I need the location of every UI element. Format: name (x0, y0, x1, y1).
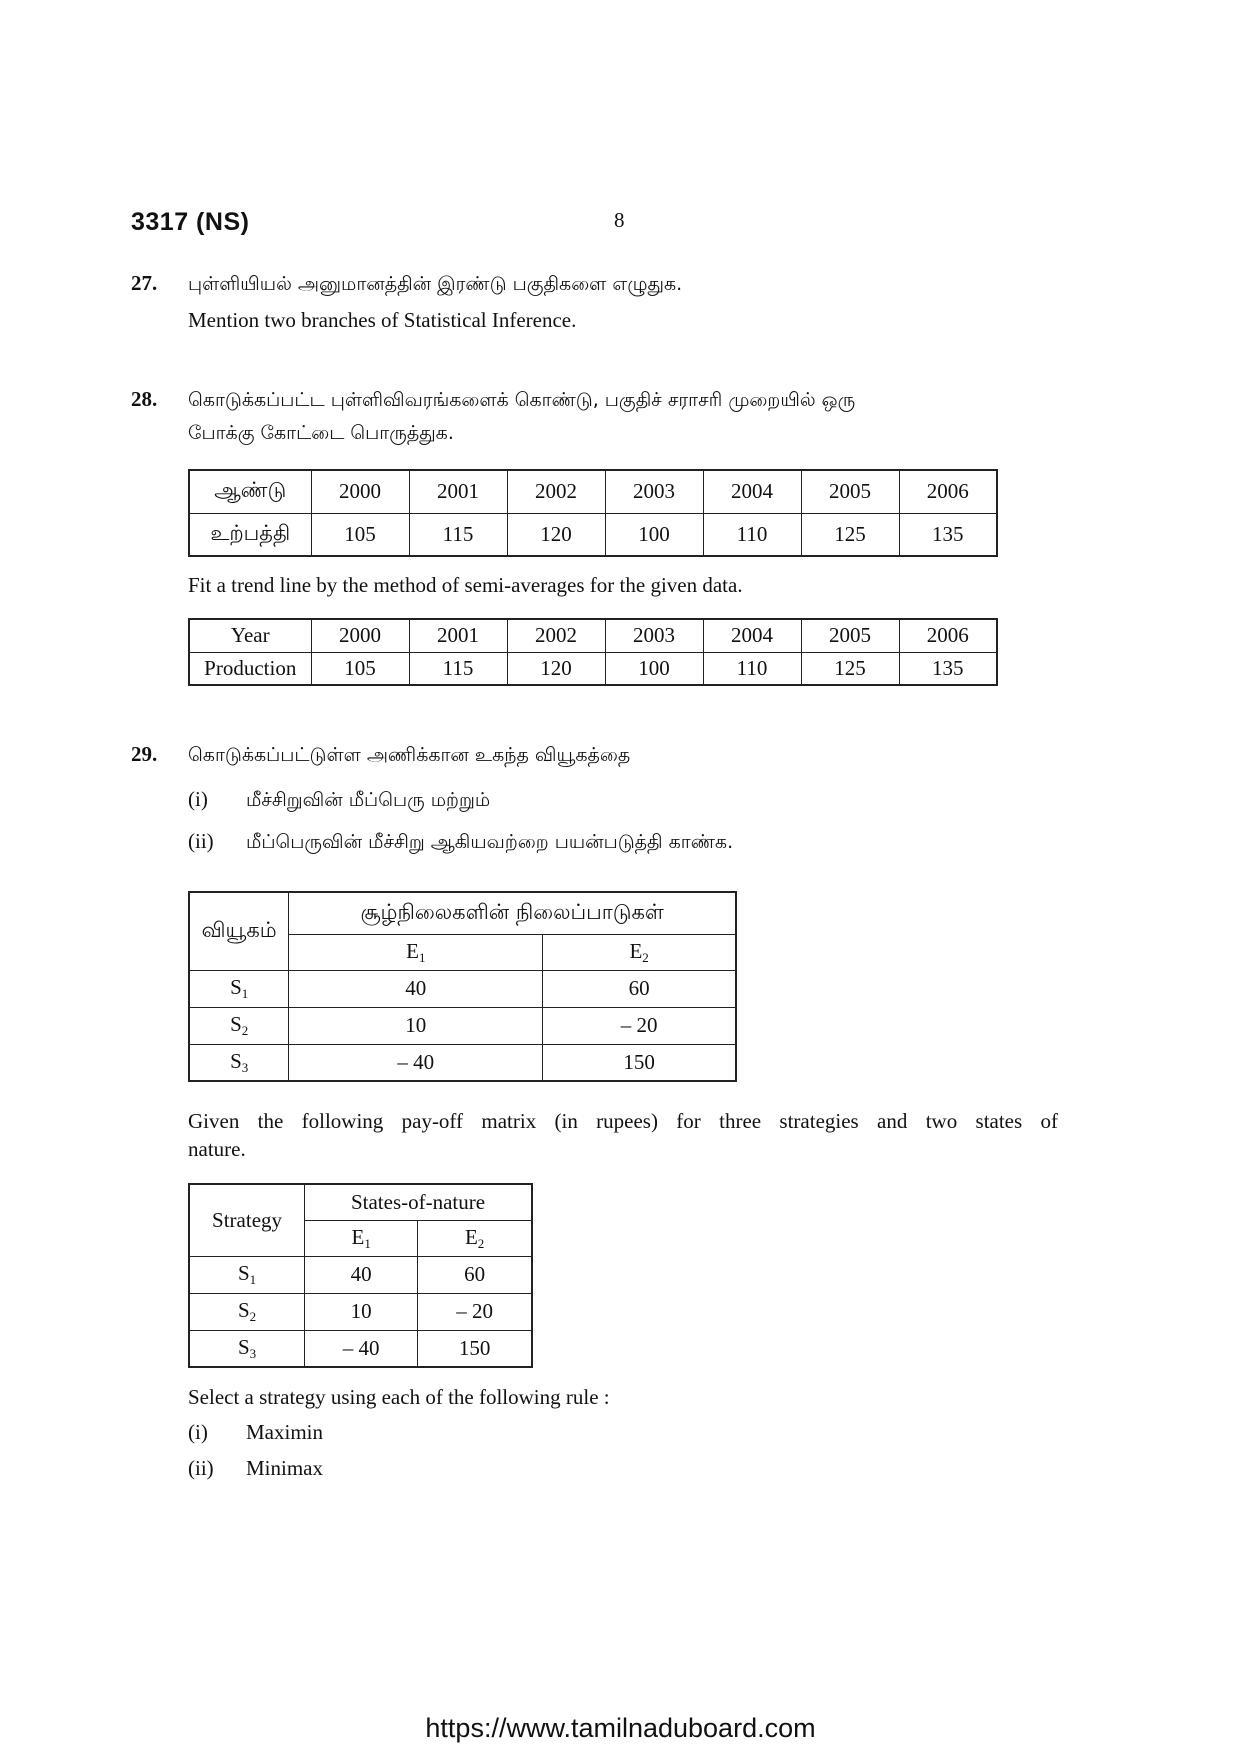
strategy-header: Strategy (189, 1184, 305, 1256)
list-item-label: (i) (188, 787, 208, 811)
production-cell: 105 (311, 513, 409, 556)
year-cell: 2003 (605, 470, 703, 513)
payoff-cell: 150 (418, 1330, 532, 1367)
production-cell: 110 (703, 652, 801, 685)
page-number: 8 (614, 208, 625, 232)
state-e1-header: $E_1$ (289, 934, 543, 970)
q29-tamil-payoff-table (188, 891, 737, 1082)
year-cell: 2003 (605, 619, 703, 652)
production-label: உற்பத்தி (189, 513, 311, 556)
production-cell: 125 (801, 513, 899, 556)
question-28-number: 28. (131, 387, 158, 411)
strategy-header: வியூகம் (189, 892, 289, 970)
payoff-cell: 150 (543, 1044, 736, 1081)
table-row (189, 1007, 736, 1044)
state-e2-header: $E_2$ (418, 1220, 532, 1256)
list-item-text: Minimax (246, 1456, 323, 1480)
table-row (189, 970, 736, 1007)
year-cell: 2000 (311, 619, 409, 652)
states-header: States-of-nature (305, 1184, 532, 1220)
list-item-label: (ii) (188, 829, 214, 853)
year-cell: 2006 (899, 619, 997, 652)
payoff-cell: 10 (289, 1007, 543, 1044)
payoff-cell: 10 (305, 1293, 418, 1330)
table-row (189, 1330, 532, 1367)
production-row (189, 513, 997, 556)
payoff-cell: – 20 (418, 1293, 532, 1330)
question-28-english: Fit a trend line by the method of semi-averages for the given data. (188, 573, 743, 597)
year-cell: 2001 (409, 619, 507, 652)
q28-english-table (188, 618, 998, 686)
question-29-number: 29. (131, 742, 158, 766)
question-28-tamil-line2: போக்கு கோட்டை பொருத்துக. (188, 422, 454, 444)
production-cell: 100 (605, 513, 703, 556)
year-label: Year (189, 619, 311, 652)
strategy-cell: $S_1$ (189, 1256, 305, 1293)
payoff-cell: 60 (418, 1256, 532, 1293)
production-cell: 125 (801, 652, 899, 685)
year-cell: 2005 (801, 619, 899, 652)
table-row (189, 1256, 532, 1293)
production-cell: 135 (899, 652, 997, 685)
question-29-select-text: Select a strategy using each of the following rule : (188, 1385, 610, 1409)
payoff-cell: 60 (543, 970, 736, 1007)
paper-code: 3317 (NS) (131, 208, 250, 236)
payoff-cell: 40 (289, 970, 543, 1007)
production-cell: 105 (311, 652, 409, 685)
state-e1-header: $E_1$ (305, 1220, 418, 1256)
year-cell: 2005 (801, 470, 899, 513)
payoff-cell: – 40 (305, 1330, 418, 1367)
payoff-cell: 40 (305, 1256, 418, 1293)
strategy-cell: $S_1$ (189, 970, 289, 1007)
table-header-row (189, 1184, 532, 1220)
production-cell: 115 (409, 513, 507, 556)
question-27-english: Mention two branches of Statistical Inference. (188, 308, 577, 332)
list-item-label: (ii) (188, 1456, 214, 1480)
strategy-cell: $S_3$ (189, 1330, 305, 1367)
question-28-tamil-line1: கொடுக்கப்பட்ட புள்ளிவிவரங்களைக் கொண்டு, பகுதிச் சராசரி முறையில் ஒரு (188, 389, 856, 411)
list-item-text: மீச்சிறுவின் மீப்பெரு மற்றும் (246, 789, 491, 811)
q28-tamil-table (188, 469, 998, 557)
year-row (189, 470, 997, 513)
production-cell: 110 (703, 513, 801, 556)
production-cell: 100 (605, 652, 703, 685)
question-29-english-line1: Given the following pay-off matrix (in rupees) for three strategies and two states of (188, 1109, 1058, 1133)
year-label: ஆண்டு (189, 470, 311, 513)
production-label: Production (189, 652, 311, 685)
payoff-cell: – 40 (289, 1044, 543, 1081)
year-cell: 2004 (703, 470, 801, 513)
year-cell: 2001 (409, 470, 507, 513)
question-27-tamil: புள்ளியியல் அனுமானத்தின் இரண்டு பகுதிகளை எழுதுக. (188, 273, 683, 295)
list-item-label: (i) (188, 1420, 208, 1444)
states-header: சூழ்நிலைகளின் நிலைப்பாடுகள் (289, 892, 736, 934)
list-item-text: மீப்பெருவின் மீச்சிறு ஆகியவற்றை பயன்படுத்தி காண்க. (246, 831, 734, 853)
question-29-tamil-intro: கொடுக்கப்பட்டுள்ள அணிக்கான உகந்த வியூகத்தை (188, 744, 631, 766)
strategy-cell: $S_2$ (189, 1293, 305, 1330)
table-row (189, 1293, 532, 1330)
table-header-row (189, 892, 736, 934)
footer-url: https://www.tamilnaduboard.com (425, 1713, 816, 1743)
year-cell: 2002 (507, 470, 605, 513)
year-row (189, 619, 997, 652)
year-cell: 2002 (507, 619, 605, 652)
production-row (189, 652, 997, 685)
payoff-cell: – 20 (543, 1007, 736, 1044)
question-29-english-line2: nature. (188, 1137, 246, 1161)
strategy-cell: $S_3$ (189, 1044, 289, 1081)
q29-english-payoff-table (188, 1183, 533, 1368)
state-e2-header: $E_2$ (543, 934, 736, 970)
question-27-number: 27. (131, 271, 158, 295)
production-cell: 135 (899, 513, 997, 556)
strategy-cell: $S_2$ (189, 1007, 289, 1044)
production-cell: 120 (507, 652, 605, 685)
production-cell: 120 (507, 513, 605, 556)
table-row (189, 1044, 736, 1081)
list-item-text: Maximin (246, 1420, 323, 1444)
year-cell: 2006 (899, 470, 997, 513)
year-cell: 2004 (703, 619, 801, 652)
year-cell: 2000 (311, 470, 409, 513)
production-cell: 115 (409, 652, 507, 685)
